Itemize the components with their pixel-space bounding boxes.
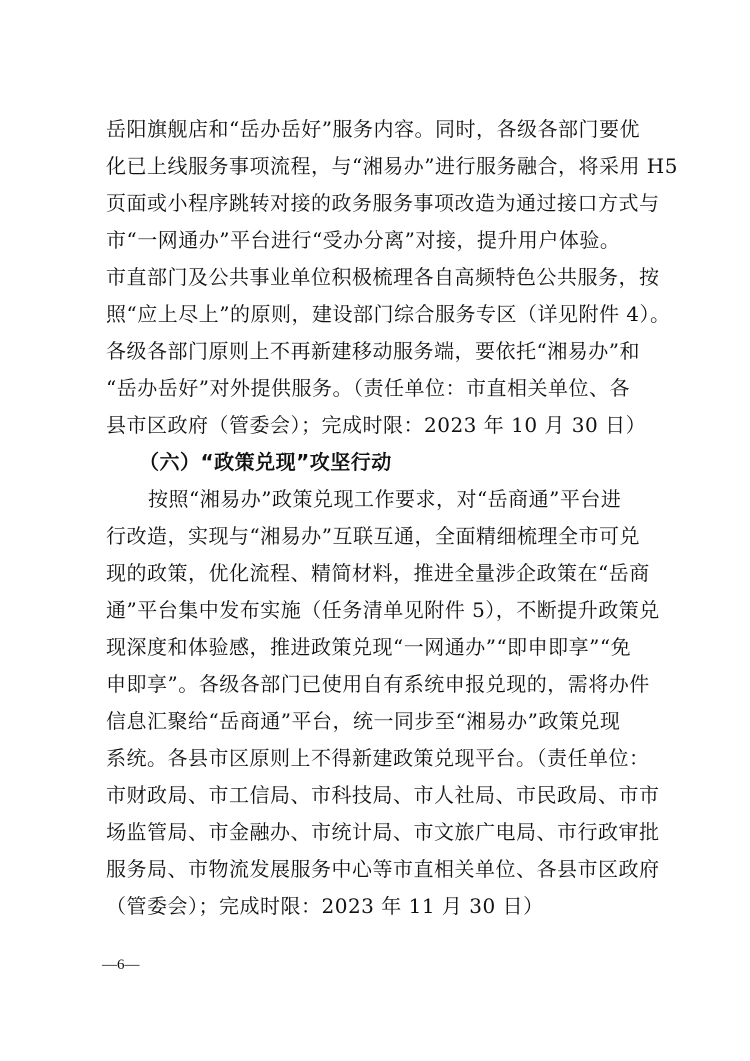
paragraph2-line-6: 申即享”。各级各部门已使用自有系统申报兑现的，需将办件: [106, 672, 650, 696]
paragraph2-line-7: 信息汇聚给“岳商通”平台，统一同步至“湘易办”政策兑现: [106, 709, 621, 733]
paragraph1-line-7: 各级各部门原则上不再新建移动服务端，要依托“湘易办”和: [106, 339, 640, 363]
paragraph2-line-2: 行改造，实现与“湘易办”互联互通，全面精细梳理全市可兑: [106, 524, 640, 548]
paragraph1-line-1: 岳阳旗舰店和“岳办岳好”服务内容。同时，各级各部门要优: [106, 117, 640, 141]
paragraph2-line-3: 现的政策，优化流程、精简材料，推进全量涉企政策在“岳商: [106, 561, 650, 585]
paragraph2-line-12: （管委会）；完成时限：2023 年 11 月 30 日）: [106, 894, 544, 918]
paragraph1-line-5: 市直部门及公共事业单位积极梳理各自高频特色公共服务，按: [106, 265, 660, 289]
paragraph2-line-4: 通”平台集中发布实施（任务清单见附件 5），不断提升政策兑: [106, 598, 660, 622]
paragraph1-line-3: 页面或小程序跳转对接的政务服务事项改造为通过接口方式与: [106, 191, 660, 215]
paragraph1-line-6: 照“应上尽上”的原则，建设部门综合服务专区（详见附件 4）。: [106, 302, 671, 326]
paragraph2-line-1: 按照“湘易办”政策兑现工作要求，对“岳商通”平台进: [148, 487, 622, 511]
paragraph1-line-8: “岳办岳好”对外提供服务。（责任单位：市直相关单位、各: [106, 376, 630, 400]
paragraph2-line-10: 场监管局、市金融办、市统计局、市文旅广电局、市行政审批: [106, 820, 660, 844]
page-number: —6—: [102, 957, 140, 973]
paragraph2-line-11: 服务局、市物流发展服务中心等市直相关单位、各县市区政府: [106, 857, 660, 881]
paragraph1-line-2: 化已上线服务事项流程，与“湘易办”进行服务融合，将采用 H5: [106, 154, 678, 178]
paragraph1-line-9: 县市区政府（管委会）；完成时限：2023 年 10 月 30 日）: [106, 413, 647, 437]
paragraph2-line-5: 现深度和体验感，推进政策兑现“一网通办”“即申即享”“免: [106, 635, 632, 659]
paragraph2-line-9: 市财政局、市工信局、市科技局、市人社局、市民政局、市市: [106, 783, 660, 807]
section-heading: （六）“政策兑现”攻坚行动: [139, 450, 392, 474]
paragraph2-line-8: 系统。各县市区原则上不得新建政策兑现平台。（责任单位：: [106, 746, 650, 770]
paragraph1-line-4: 市“一网通办”平台进行“受办分离”对接，提升用户体验。: [106, 228, 621, 252]
